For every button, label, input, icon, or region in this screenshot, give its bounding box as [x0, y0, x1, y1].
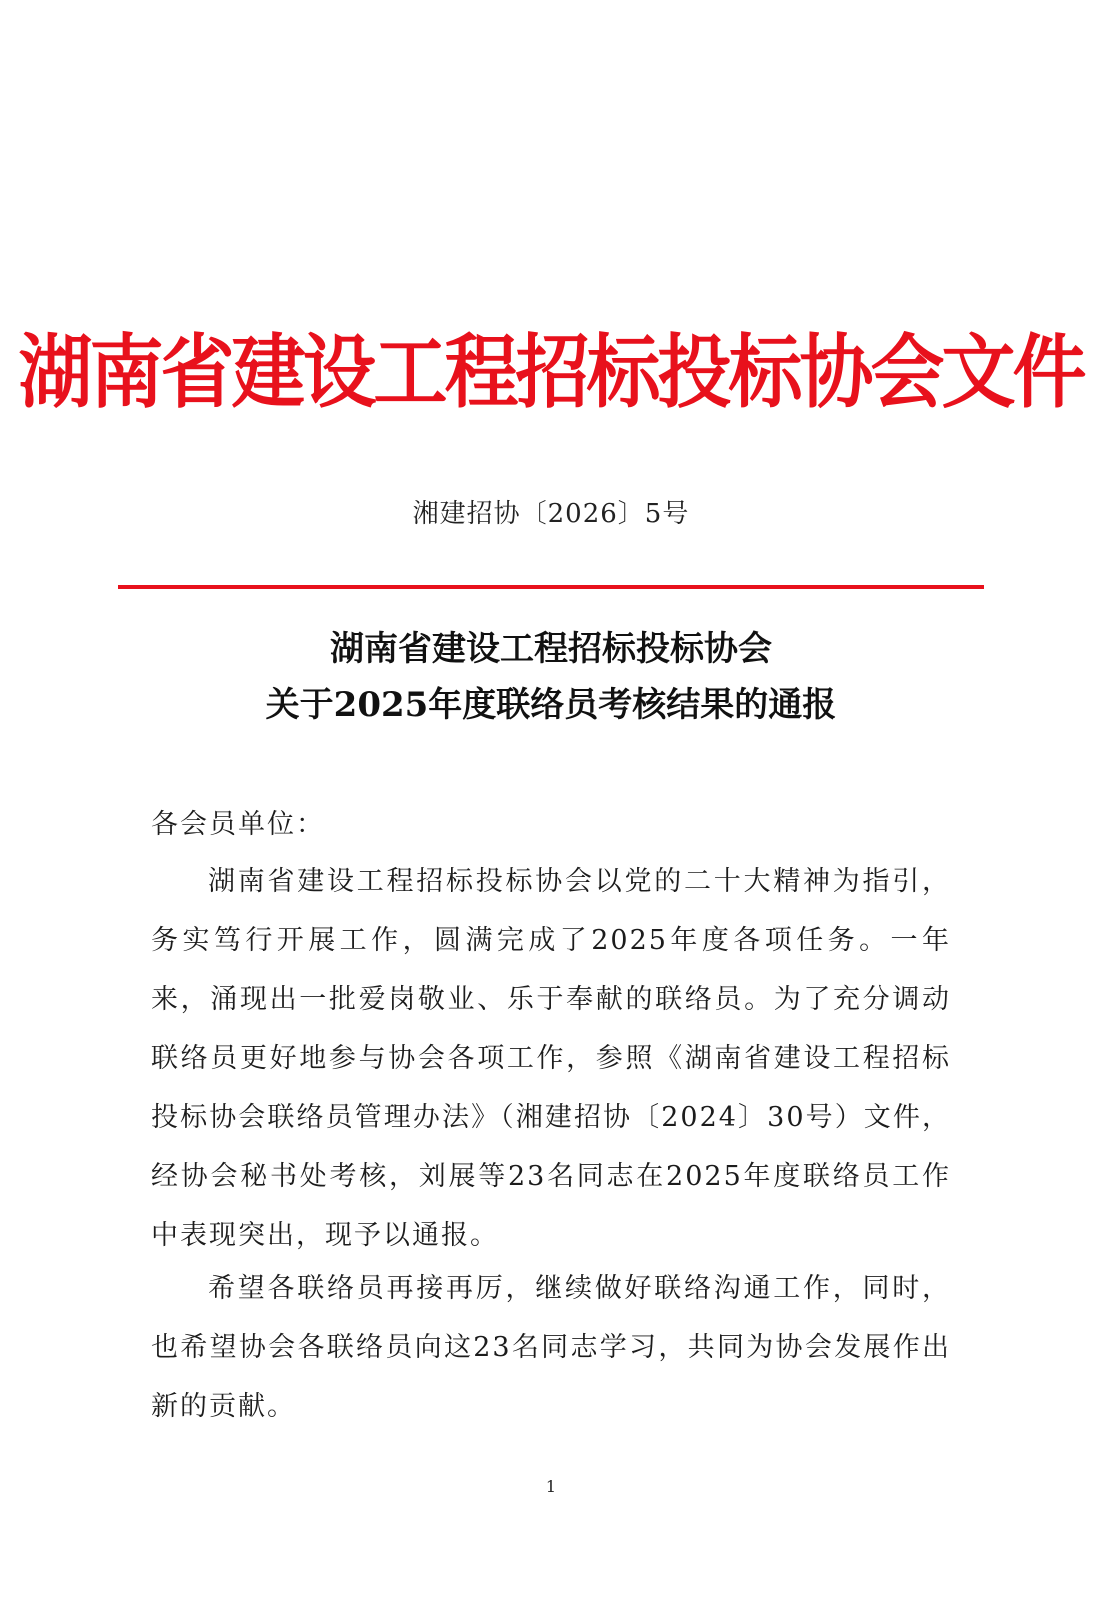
body-paragraph-1: 湖南省建设工程招标投标协会以党的二十大精神为指引，务实笃行开展工作，圆满完成了2025年度各项任务。一年来，涌现出一批爱岗敬业、乐于奉献的联络员。为了充分调动联络员更好地参与协会各项工作，参照《湖南省建设工程招标投标协会联络员管理办法》（湘建招协〔2024〕30号）文件，经协会秘书处考核，刘展等23名同志在2025年度联络员工作中表现突出，现予以通报。	[151, 866, 951, 1251]
document-number: 湘建招协〔2026〕5号	[412, 499, 690, 529]
notice-title-line-1: 湖南省建设工程招标投标协会	[330, 629, 772, 669]
page-number: 1	[545, 1477, 557, 1496]
org-document-header: 湖南省建设工程招标投标协会文件	[18, 326, 1084, 420]
salutation: 各会员单位：	[151, 809, 325, 840]
red-divider-line	[118, 585, 984, 589]
notice-title-line-2: 关于2025年度联络员考核结果的通报	[265, 685, 837, 725]
body-paragraph-2: 希望各联络员再接再厉，继续做好联络沟通工作，同时，也希望协会各联络员向这23名同志学习，共同为协会发展作出新的贡献。	[151, 1273, 951, 1422]
